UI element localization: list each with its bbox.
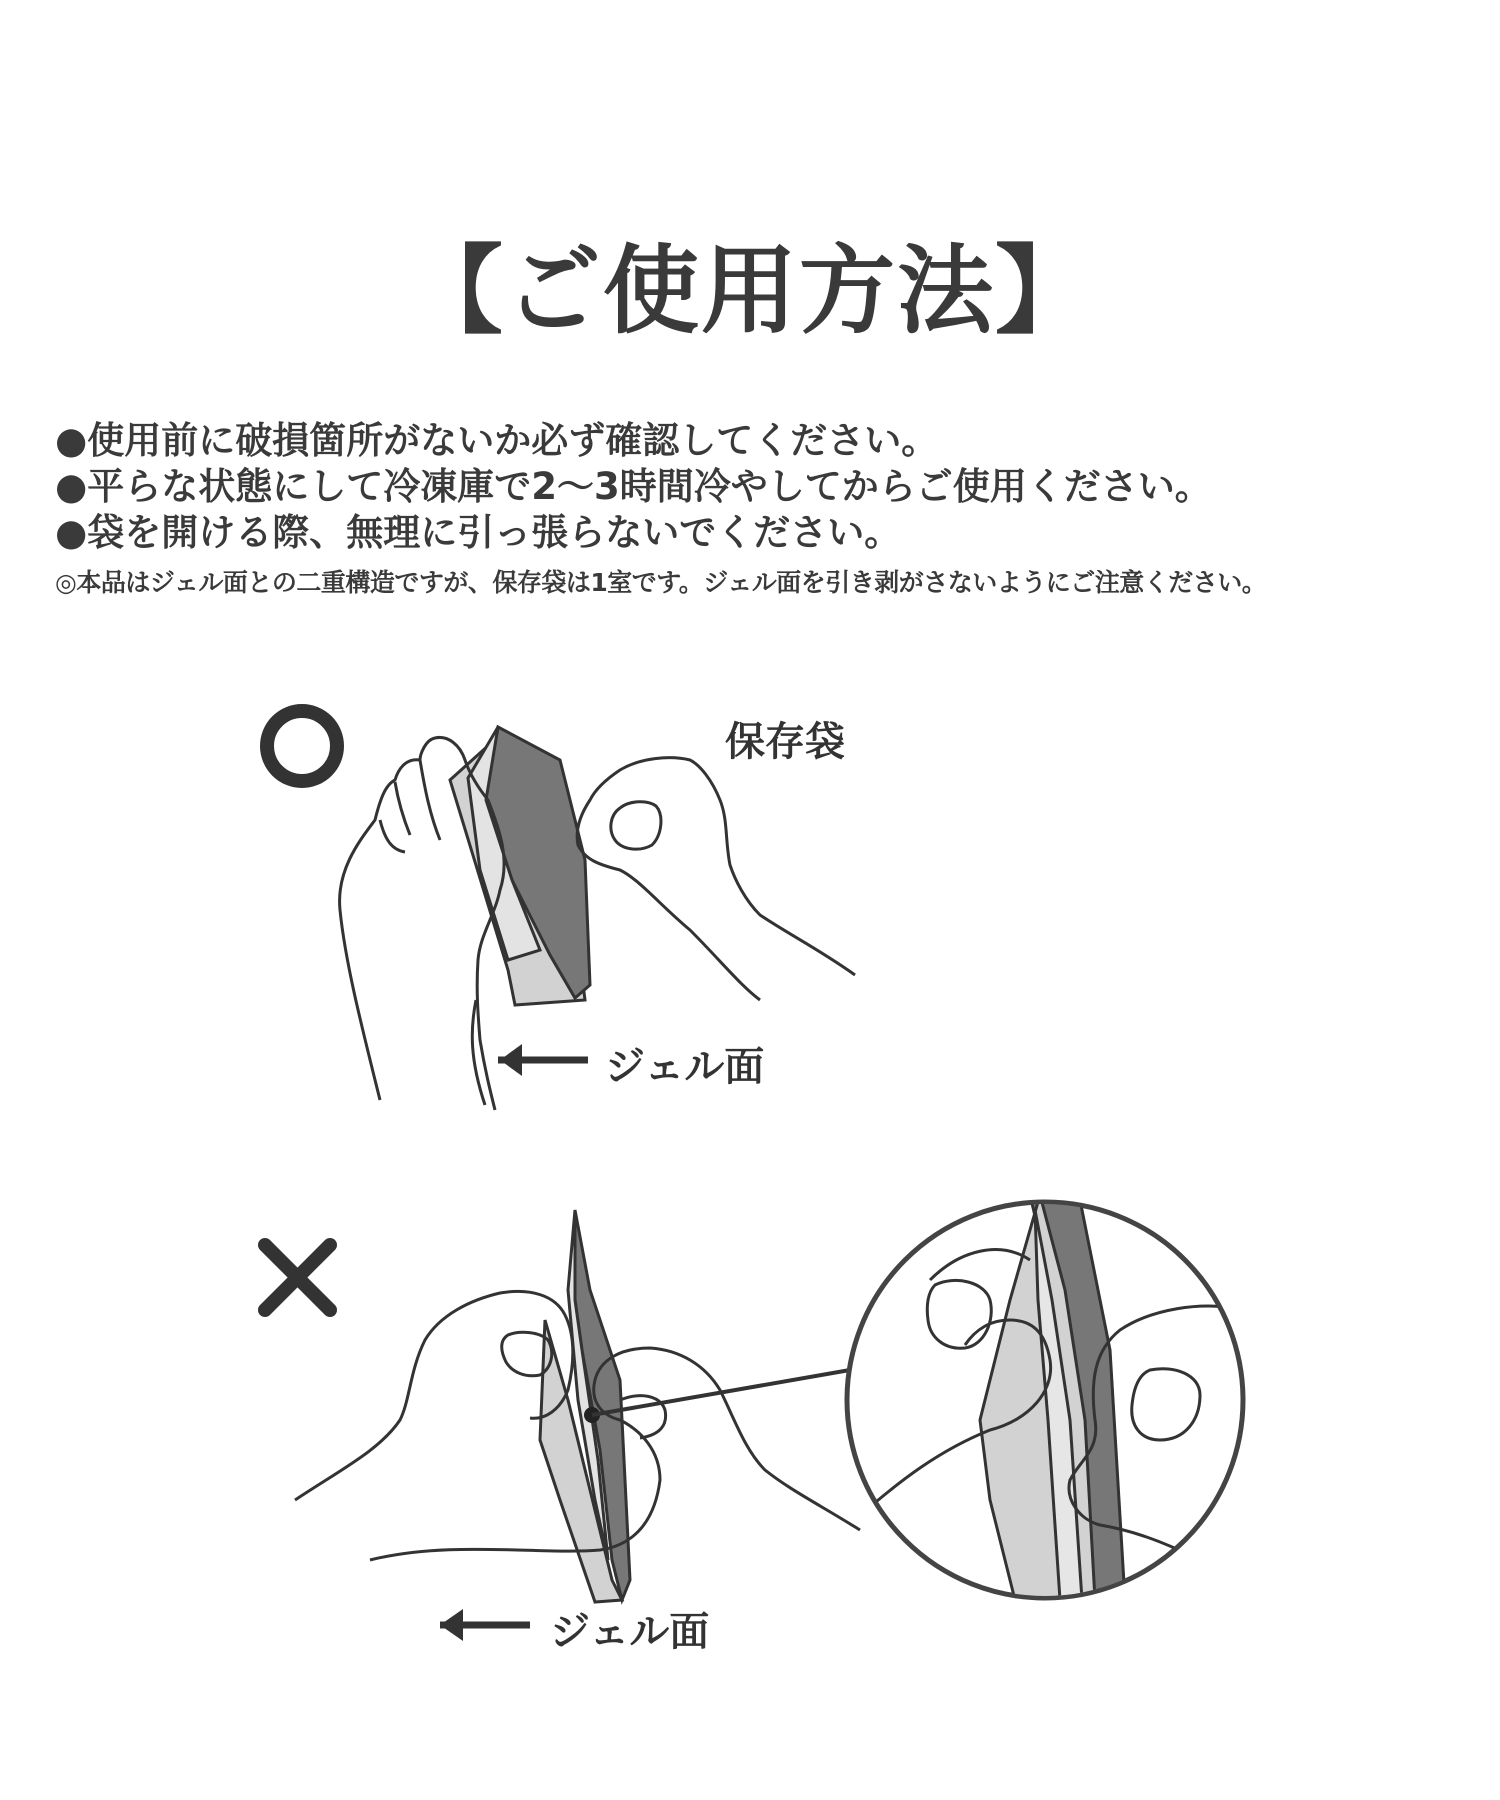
instruction-open-gently: ●袋を開ける際、無理に引っ張らないでください。 — [55, 511, 902, 554]
gel-side-label-correct: ジェル面 — [605, 1044, 765, 1090]
zoom-connector-line — [592, 1370, 850, 1415]
gel-side-label-wrong: ジェル面 — [550, 1609, 710, 1655]
instruction-check-damage: ●使用前に破損箇所がないか必ず確認してください。 — [55, 419, 939, 462]
storage-bag-label: 保存袋 — [725, 719, 845, 765]
page-title: 【ご使用方法】 — [407, 235, 1093, 347]
left-arrow-head-icon-wrong — [440, 1609, 463, 1641]
caution-note: ◎本品はジェル面との二重構造ですが、保存袋は1室です。ジェル面を引き剥がさないようにご注意ください。 — [55, 568, 1267, 597]
instruction-freeze: ●平らな状態にして冷凍庫で2〜3時間冷やしてからご使用ください。 — [55, 465, 1212, 508]
wrong-left-hand — [295, 1291, 573, 1500]
wrong-cross-icon — [265, 1245, 330, 1310]
